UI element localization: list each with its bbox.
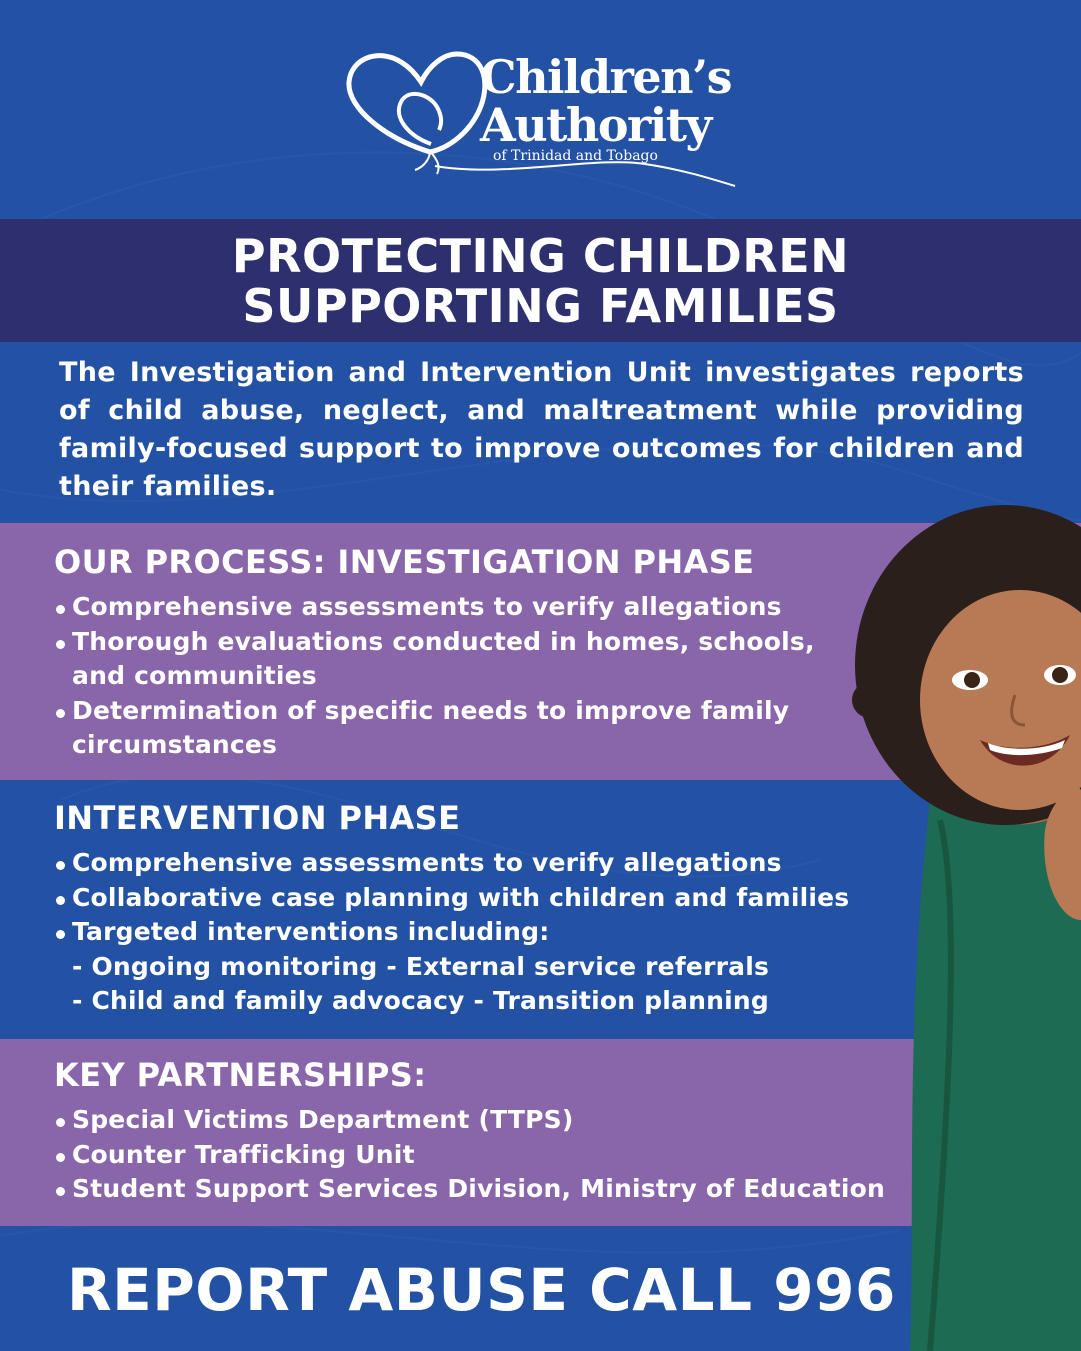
- list-item: Student Support Services Division, Ministry of Education: [54, 1172, 885, 1207]
- logo-subtitle: of Trinidad and Tobago: [493, 148, 658, 164]
- bullet-icon: [56, 1187, 65, 1196]
- logo-title-line2: Authority: [480, 98, 711, 152]
- list-item: Comprehensive assessments to verify allegations: [54, 590, 815, 625]
- list-item: Counter Trafficking Unit: [54, 1138, 885, 1173]
- intervention-title: INTERVENTION PHASE: [54, 799, 461, 837]
- list-item: Determination of specific needs to improve family: [54, 694, 815, 729]
- intervention-list: [54, 846, 849, 950]
- partnerships-list: [54, 1103, 885, 1207]
- logo-title-line1: Children’s: [480, 50, 732, 104]
- list-item: Comprehensive assessments to verify allegations: [54, 846, 849, 881]
- bullet-icon: [56, 930, 65, 939]
- bullet-icon: [56, 640, 65, 649]
- intervention-sub-line-1: - Ongoing monitoring - External service referrals: [72, 952, 770, 981]
- intervention-sub-line-2: - Child and family advocacy - Transition planning: [72, 986, 769, 1015]
- list-item: Special Victims Department (TTPS): [54, 1103, 885, 1138]
- bullet-icon: [56, 861, 65, 870]
- list-item-continuation: circumstances: [72, 730, 278, 759]
- bullet-icon: [56, 709, 65, 718]
- investigation-list: [54, 590, 815, 763]
- list-item-continuation: and communities: [72, 661, 317, 690]
- intro-paragraph: The Investigation and Intervention Unit investigates reports of child abuse, neglect, and maltreatment while providing family-focused support to improve outcomes for children and their families.: [59, 357, 1024, 502]
- investigation-title: OUR PROCESS: INVESTIGATION PHASE: [54, 543, 755, 581]
- list-item: Targeted interventions including:: [54, 915, 849, 950]
- smiling-child-image: [820, 500, 1081, 1351]
- list-item: Thorough evaluations conducted in homes, schools,: [54, 625, 815, 660]
- headline-line2: SUPPORTING FAMILIES: [242, 278, 839, 333]
- partnerships-title: KEY PARTNERSHIPS:: [54, 1056, 427, 1094]
- childrens-authority-logo: [345, 48, 745, 193]
- headline-line1: PROTECTING CHILDREN: [231, 228, 850, 283]
- bullet-icon: [56, 1153, 65, 1162]
- bullet-icon: [56, 896, 65, 905]
- bullet-icon: [56, 1118, 65, 1127]
- headline-band: [0, 219, 1081, 342]
- report-abuse-call-to-action: REPORT ABUSE CALL 996: [67, 1256, 896, 1324]
- list-item: Collaborative case planning with children and families: [54, 881, 849, 916]
- bullet-icon: [56, 605, 65, 614]
